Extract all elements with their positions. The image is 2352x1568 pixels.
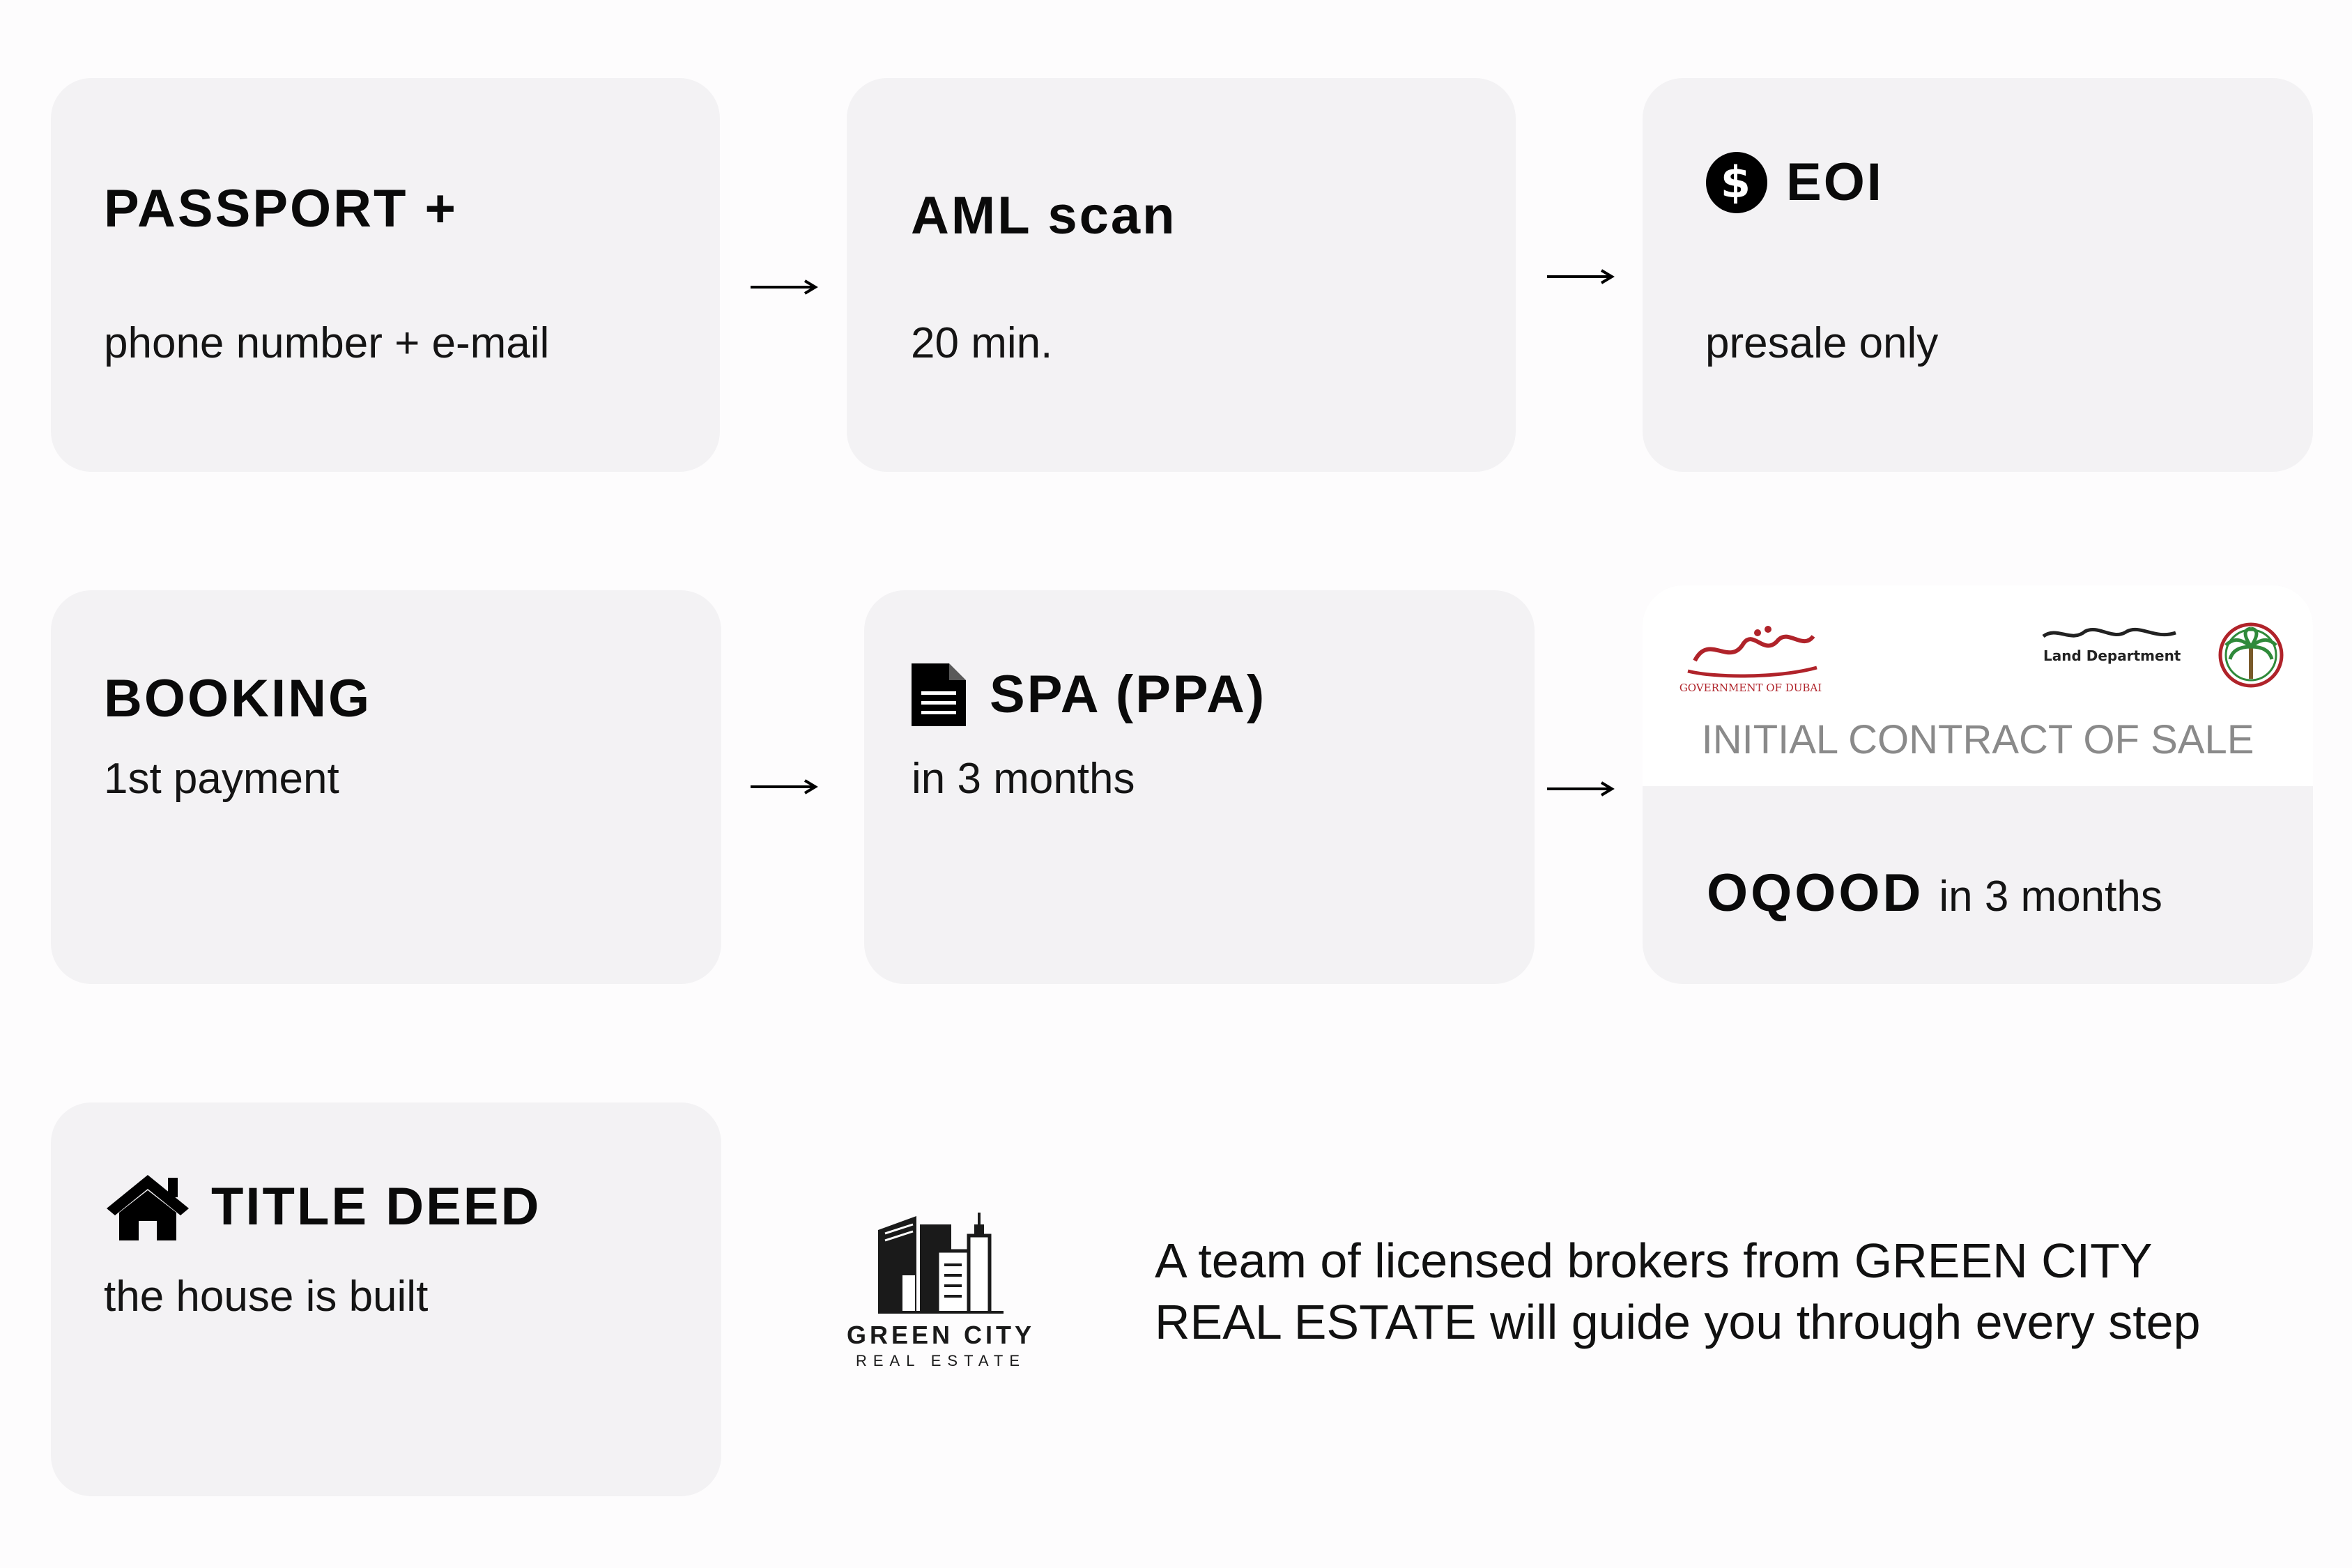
step-subtitle: phone number + e-mail [104,319,550,367]
brand-tagline: REAL ESTATE [855,1352,1027,1369]
message-line-1: A team of licensed brokers from GREEN CITY [1155,1233,2153,1288]
svg-text:$: $ [1720,157,1753,208]
step-title-row [912,663,1266,726]
step-subtitle: presale only [1705,319,1939,367]
step-title-row [104,1172,541,1242]
step-subtitle: in 3 months [912,755,1135,803]
city-buildings-icon [875,1209,1007,1314]
step-subtitle: in 3 months [1939,873,2162,921]
step-card-aml [847,78,1516,472]
brand-name: GREEN CITY [846,1321,1036,1349]
step-card-spa [864,590,1535,984]
step-subtitle: the house is built [104,1273,429,1321]
message-line-2: REAL ESTATE will guide you through every step [1155,1295,2201,1349]
step-title-row [1705,151,1884,214]
step-title: PASSPORT + [104,179,458,238]
step-card-oqood [1643,585,2313,984]
step-title: TITLE DEED [211,1177,541,1236]
dollar-circle-icon [1705,151,1768,214]
step-title: AML scan [911,186,1177,245]
contract-title: INITIAL CONTRACT OF SALE [1701,717,2254,762]
government-of-dubai-logo [1674,619,1827,695]
step-card-title-deed [51,1102,721,1496]
land-department-logo [2029,619,2294,695]
logo-caption: Land Department [2043,647,2181,664]
green-city-logo [840,1209,1042,1376]
contract-header-image [1643,585,2313,786]
broker-message [1155,1230,2312,1353]
document-icon [912,663,966,726]
step-card-passport [51,78,720,472]
house-icon [104,1172,192,1242]
arrow-right-icon [749,279,819,295]
step-title: SPA (PPA) [990,665,1267,724]
step-subtitle: 1st payment [104,755,339,803]
oqood-line [1707,863,2162,923]
step-subtitle: 20 min. [911,319,1053,367]
step-card-booking [51,590,721,984]
logo-caption: GOVERNMENT OF DUBAI [1679,682,1822,694]
arrow-right-icon [1546,268,1615,285]
arrow-right-icon [749,778,819,795]
step-title: BOOKING [104,669,372,728]
step-title: OQOOD [1707,863,1924,923]
arrow-right-icon [1546,781,1615,797]
step-card-eoi [1643,78,2313,472]
step-title: EOI [1786,153,1884,212]
